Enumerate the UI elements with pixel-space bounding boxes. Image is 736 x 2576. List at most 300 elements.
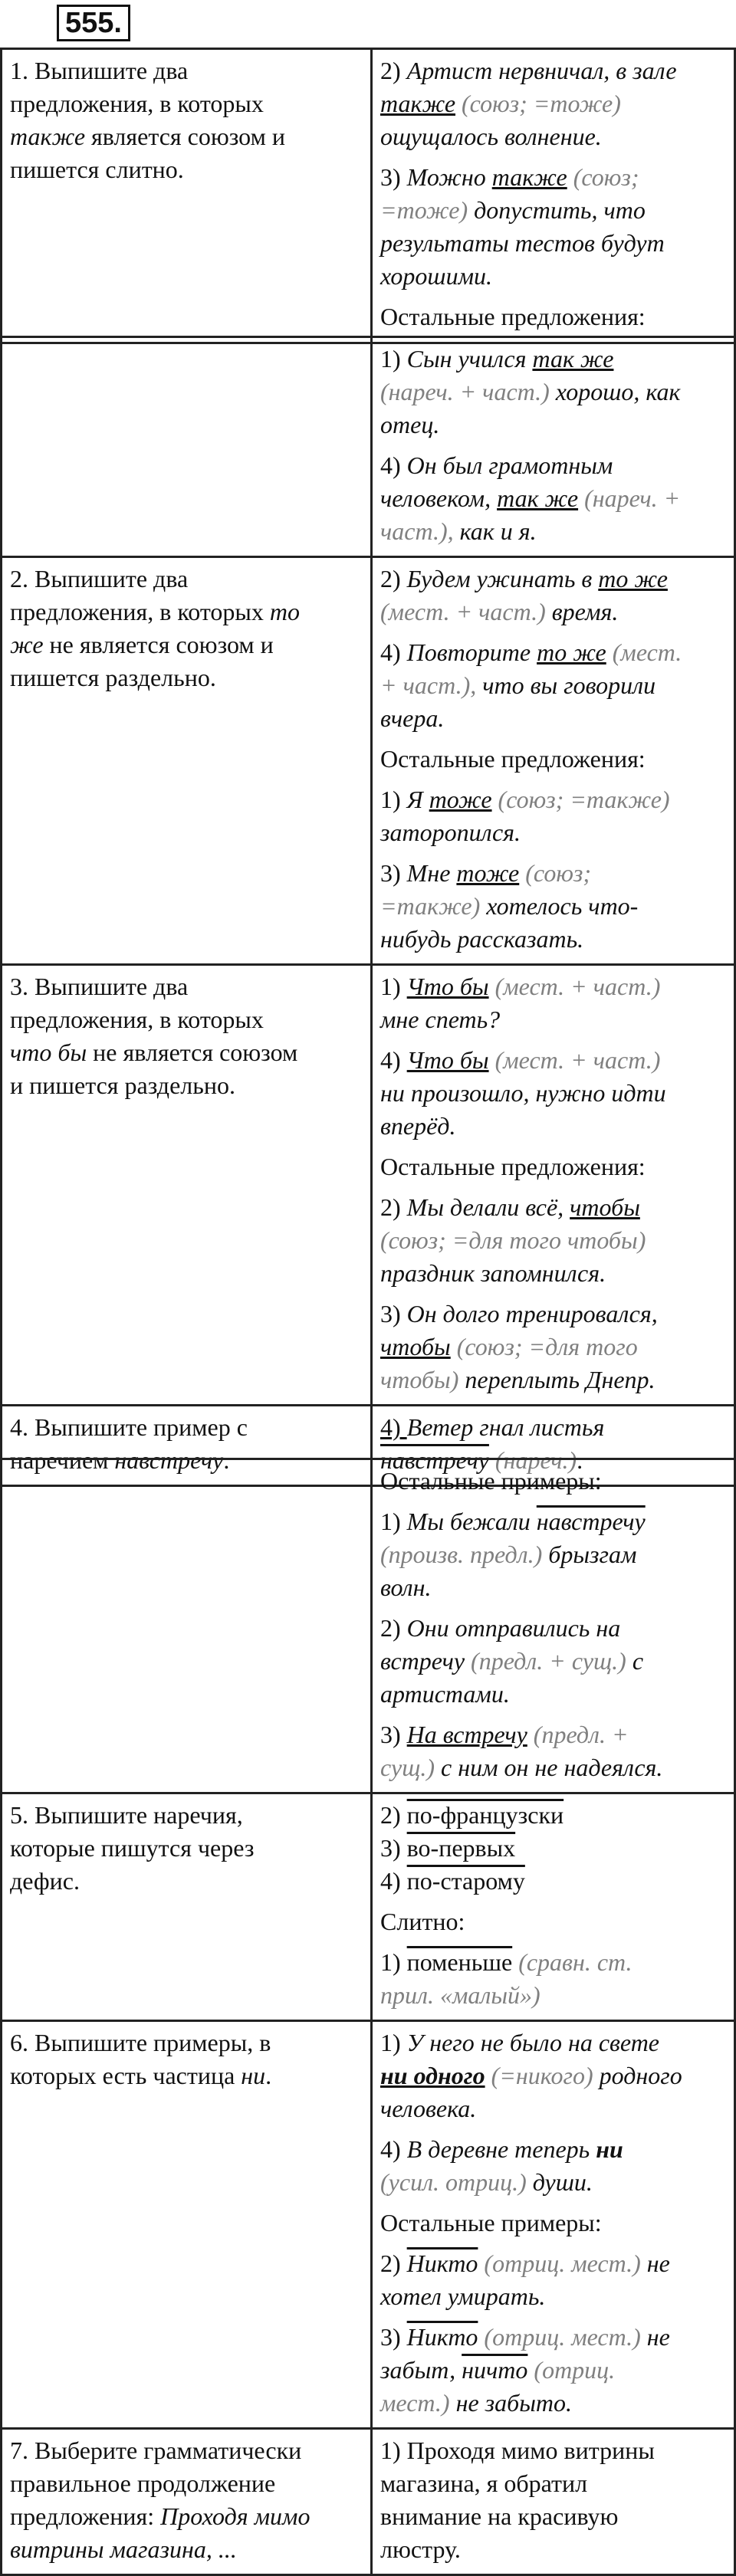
text-line — [380, 2059, 726, 2092]
task-cell-empty — [2, 1459, 372, 1793]
answer-item — [380, 2133, 726, 2199]
text-segment: волн. — [380, 1573, 432, 1601]
answer-item — [380, 857, 726, 956]
text-line — [380, 1645, 726, 1678]
answer-item — [380, 54, 726, 153]
text-segment: результаты тестов будут — [380, 229, 665, 257]
text-segment: Они отправились на — [406, 1614, 621, 1642]
text-segment: У него не было на свете — [406, 2029, 659, 2056]
underlined-word: то же — [598, 565, 668, 592]
text-segment: допустить, что — [474, 196, 646, 224]
answer-item — [380, 2247, 726, 2313]
text-line — [380, 1003, 726, 1036]
text-segment: . — [223, 1446, 230, 1474]
text-segment: вперёд. — [380, 1112, 456, 1140]
text-line — [380, 743, 726, 776]
text-line — [380, 636, 726, 669]
text-line — [380, 890, 726, 923]
text-segment: не является союзом и — [43, 631, 274, 658]
text-segment: Он долго тренировался, — [406, 1300, 658, 1327]
grammar-note: (мест. + част.) — [380, 598, 552, 625]
table-row — [2, 49, 735, 343]
text-line — [10, 970, 363, 1003]
underlined-word: то же — [537, 638, 606, 666]
text-segment: 1) — [380, 786, 407, 813]
text-segment: время. — [551, 598, 619, 625]
grammar-note: (союз; — [567, 163, 639, 191]
text-line — [380, 2026, 726, 2059]
answer-cell — [372, 2429, 735, 2575]
task-keyword: же — [10, 631, 44, 658]
text-segment: пишется раздельно. — [10, 664, 216, 691]
answer-item — [380, 1044, 726, 1143]
text-line — [380, 1224, 726, 1257]
text-segment: хотелось что- — [486, 892, 639, 920]
text-line — [380, 449, 726, 482]
text-line — [380, 515, 726, 548]
text-segment: вчера. — [380, 704, 445, 732]
text-segment: 3) — [380, 1721, 407, 1748]
text-line — [10, 2500, 363, 2533]
text-segment: Будем ужинать в — [406, 565, 599, 592]
text-segment: не забыто. — [455, 2389, 572, 2417]
text-segment: 1) — [380, 973, 407, 1000]
text-line — [380, 1718, 726, 1751]
grammar-note: част.), — [380, 517, 460, 545]
text-segment: которые пишутся через — [10, 1834, 255, 1862]
text-line — [380, 1110, 726, 1143]
answer-table-3 — [0, 1458, 736, 2576]
answer-table-2 — [0, 336, 736, 1487]
text-line — [10, 1799, 363, 1832]
text-segment: ощущалось волнение. — [380, 123, 602, 150]
grammar-note: (=никого) — [485, 2062, 600, 2089]
answer-cell — [372, 49, 735, 343]
text-segment: 2) — [380, 2249, 407, 2277]
answer-cell — [372, 1459, 735, 1793]
text-segment: правильное продолжение — [10, 2469, 276, 2497]
text-line — [10, 1036, 363, 1069]
grammar-note: сущ.) — [380, 1754, 441, 1781]
text-segment: Мне — [406, 859, 457, 887]
text-segment: брызгам — [548, 1541, 637, 1568]
grammar-note: (мест. — [606, 638, 682, 666]
task-keyword: также — [10, 123, 86, 150]
text-line — [380, 300, 726, 333]
text-segment: не является союзом — [87, 1039, 298, 1066]
text-line — [380, 1751, 726, 1784]
underlined-word: тоже — [429, 786, 492, 813]
text-segment: ни произошло, нужно идти — [380, 1079, 666, 1107]
text-segment: 3) — [380, 1300, 407, 1327]
text-segment: 2) — [380, 57, 407, 84]
text-segment: Слитно: — [380, 1908, 465, 1935]
answer-item — [380, 1505, 726, 1604]
text-line — [10, 628, 363, 661]
answer-item — [380, 783, 726, 849]
text-line — [10, 563, 363, 596]
text-segment: хорошими. — [380, 262, 492, 290]
text-line — [380, 2434, 726, 2467]
task-cell — [2, 965, 372, 1406]
text-segment: Мы делали всё, — [406, 1193, 570, 1221]
grammar-note: (нареч. + част.) — [380, 378, 556, 405]
answer-item — [380, 1946, 726, 2012]
table-row — [2, 337, 735, 557]
text-segment: отец. — [380, 411, 440, 438]
answer-item — [380, 1865, 726, 1898]
text-line — [380, 857, 726, 890]
text-line — [10, 1832, 363, 1865]
task-text: пишется слитно. — [10, 156, 184, 183]
text-line — [380, 1077, 726, 1110]
task-keyword: то — [269, 598, 300, 625]
underlined-word: Что бы — [406, 1046, 489, 1074]
text-segment: Остальные предложения: — [380, 745, 646, 773]
text-line — [380, 2500, 726, 2533]
text-segment: 3) — [380, 1834, 407, 1862]
grammar-note: (союз; =тоже) — [455, 90, 621, 117]
section-label — [380, 300, 726, 333]
text-line — [380, 1505, 726, 1538]
answer-item — [380, 1191, 726, 1290]
grammar-note: (предл. + сущ.) — [465, 1647, 632, 1675]
text-segment: что вы говорили — [482, 671, 656, 699]
text-segment: как и я. — [459, 517, 537, 545]
task-cell — [2, 2429, 372, 2575]
grammar-note: + част.), — [380, 671, 483, 699]
text-line — [10, 596, 363, 628]
text-segment: 4) — [380, 2135, 407, 2163]
text-line — [380, 1331, 726, 1363]
morpheme-marked-word: Никто — [406, 2249, 478, 2277]
text-line — [380, 1363, 726, 1396]
task-keyword: Проходя мимо — [160, 2502, 310, 2530]
morpheme-marked-word: во-первых — [406, 1834, 516, 1862]
text-segment: наречием — [10, 1446, 115, 1474]
grammar-note: (отриц. — [527, 2356, 616, 2384]
table-row — [2, 557, 735, 965]
text-line — [380, 482, 726, 515]
text-segment: 2) — [380, 1801, 407, 1829]
text-line — [380, 1538, 726, 1571]
section-label — [380, 1150, 726, 1183]
task-keyword: ни — [241, 2062, 266, 2089]
text-line — [380, 376, 726, 409]
text-segment: не — [646, 2249, 670, 2277]
text-segment: не — [646, 2323, 670, 2351]
text-line — [380, 1465, 726, 1498]
text-segment: люстру. — [380, 2535, 461, 2563]
text-segment: мне спеть? — [380, 1006, 501, 1033]
grammar-note: (отриц. мест.) — [478, 2323, 647, 2351]
text-line — [380, 669, 726, 702]
text-line — [380, 702, 726, 735]
text-segment: В деревне теперь — [406, 2135, 596, 2163]
answer-cell — [372, 557, 735, 965]
task-text: 1. Выпишите два — [10, 57, 189, 84]
text-line — [380, 1150, 726, 1183]
grammar-note: =тоже) — [380, 196, 475, 224]
underlined-word: На встречу — [406, 1721, 527, 1748]
text-line — [10, 153, 363, 186]
text-segment: человека. — [380, 2095, 477, 2122]
text-line — [10, 2434, 363, 2467]
text-line — [10, 1865, 363, 1898]
text-segment: 2) — [380, 1193, 407, 1221]
grammar-note: (мест. + част.) — [488, 973, 661, 1000]
text-line — [380, 2166, 726, 2199]
text-line — [380, 2354, 726, 2387]
text-segment: 2) — [380, 565, 407, 592]
text-segment: 1) — [380, 345, 407, 372]
text-line — [380, 816, 726, 849]
text-line — [380, 2533, 726, 2566]
text-segment: человеком, — [380, 484, 498, 512]
text-segment: Остальные предложения: — [380, 1153, 646, 1180]
text-segment: 4) — [380, 638, 407, 666]
grammar-note: чтобы) — [380, 1366, 465, 1393]
text-segment: 6. Выпишите примеры, в — [10, 2029, 271, 2056]
section-label — [380, 743, 726, 776]
morpheme-marked-word: по-старому — [406, 1867, 525, 1895]
grammar-note: (усил. отриц.) — [380, 2168, 533, 2196]
text-line — [10, 87, 363, 120]
text-segment: 3. Выпишите два — [10, 973, 189, 1000]
text-segment: предложения, в которых — [10, 598, 270, 625]
text-line — [380, 1946, 726, 1979]
text-line — [380, 2247, 726, 2280]
answer-item — [380, 2026, 726, 2125]
text-segment: Он был грамотным — [406, 451, 613, 479]
answer-item — [380, 1612, 726, 1711]
particle-word: ни — [596, 2135, 623, 2163]
text-segment: предложения, в которых — [10, 1006, 264, 1033]
text-segment: 1) — [380, 1508, 407, 1535]
text-segment: 4) — [380, 1046, 407, 1074]
text-line — [10, 661, 363, 694]
grammar-note: =также) — [380, 892, 487, 920]
text-segment: 3) — [380, 2323, 407, 2351]
text-segment: заторопился. — [380, 819, 521, 846]
underlined-word: также — [491, 163, 567, 191]
section-label — [380, 1905, 726, 1938]
grammar-note: (сравн. ст. — [512, 1948, 632, 1976]
answer-item — [380, 449, 726, 548]
text-line — [380, 2133, 726, 2166]
text-line — [10, 1069, 363, 1102]
answer-table-1 — [0, 48, 736, 344]
underlined-word: так же — [532, 345, 614, 372]
text-segment: с — [632, 1647, 644, 1675]
underlined-word: также — [380, 90, 456, 117]
underlined-word: Что бы — [406, 973, 489, 1000]
task-cell — [2, 557, 372, 965]
text-segment: 4. Выпишите пример с — [10, 1413, 248, 1441]
text-line — [380, 2280, 726, 2313]
task-keyword: навстречу — [114, 1446, 224, 1474]
text-segment: 5. Выпишите наречия, — [10, 1801, 243, 1829]
text-line — [380, 1678, 726, 1711]
text-line — [380, 1612, 726, 1645]
text-line — [380, 1191, 726, 1224]
text-line — [380, 1257, 726, 1290]
text-segment: 2) — [380, 1614, 407, 1642]
text-segment: и пишется раздельно. — [10, 1071, 235, 1099]
text-segment: 3) — [380, 163, 407, 191]
text-segment: Остальные примеры: — [380, 2209, 602, 2236]
answer-item — [380, 1799, 726, 1832]
answer-item — [380, 1832, 726, 1865]
task-keyword: витрины магазина, ... — [10, 2535, 237, 2563]
text-segment: которых есть частица — [10, 2062, 242, 2089]
task-text: является союзом и — [85, 123, 285, 150]
underlined-word: чтобы — [570, 1193, 640, 1221]
underlined-word: чтобы — [380, 1333, 451, 1360]
text-line — [380, 87, 726, 120]
text-segment: переплыть Днепр. — [465, 1366, 656, 1393]
morpheme-marked-word: по-французски — [406, 1801, 564, 1829]
answer-item — [380, 161, 726, 293]
grammar-note: прил. «малый») — [380, 1981, 540, 2009]
text-line — [10, 2467, 363, 2500]
grammar-note: (союз; =для того — [450, 1333, 638, 1360]
grammar-note: (мест. + част.) — [488, 1046, 661, 1074]
text-line — [380, 54, 726, 87]
text-segment: Повторите — [406, 638, 537, 666]
text-segment: 2. Выпишите два — [10, 565, 189, 592]
grammar-note: (нареч. + — [578, 484, 681, 512]
answer-item — [380, 970, 726, 1036]
text-segment: 1) — [380, 1948, 407, 1976]
text-line — [380, 1979, 726, 2012]
text-segment: Сын учился — [406, 345, 533, 372]
text-segment: . — [577, 1446, 583, 1474]
text-segment: Я — [406, 786, 429, 813]
text-line — [10, 2059, 363, 2092]
grammar-note: (произв. предл.) — [380, 1541, 549, 1568]
text-segment: 3) — [380, 859, 407, 887]
text-line — [380, 923, 726, 956]
table-row — [2, 1793, 735, 2021]
task-cell-empty — [2, 337, 372, 557]
text-line — [380, 596, 726, 628]
text-segment: встречу — [380, 1647, 465, 1675]
text-line — [380, 120, 726, 153]
text-line — [380, 1571, 726, 1604]
text-segment: Мы бежали — [406, 1508, 537, 1535]
text-line — [380, 194, 726, 227]
text-segment: нибудь рассказать. — [380, 925, 584, 953]
grammar-note: (союз; =для того чтобы) — [380, 1226, 646, 1254]
morpheme-marked-word: навстречу — [536, 1508, 646, 1535]
text-segment: хорошо, как — [555, 378, 681, 405]
text-segment: Остальные примеры: — [380, 1467, 602, 1495]
grammar-note: мест.) — [380, 2389, 456, 2417]
text-segment: хотел умирать. — [380, 2282, 546, 2310]
text-line — [380, 563, 726, 596]
text-segment: 4) — [380, 1413, 407, 1441]
particle-word: ни одного — [380, 2062, 485, 2089]
text-segment: родного — [599, 2062, 682, 2089]
morpheme-marked-word: поменьше — [406, 1948, 513, 1976]
table-row — [2, 965, 735, 1406]
task-text: предложения, в которых — [10, 90, 264, 117]
task-cell — [2, 1793, 372, 2021]
answer-cell — [372, 965, 735, 1406]
answer-item — [380, 2321, 726, 2420]
text-line — [380, 1298, 726, 1331]
text-line — [10, 2026, 363, 2059]
text-line — [10, 120, 363, 153]
underlined-word: так же — [497, 484, 579, 512]
answer-cell — [372, 337, 735, 557]
grammar-note: (нареч.) — [488, 1446, 577, 1474]
text-segment: 1) Проходя мимо витрины — [380, 2437, 655, 2464]
task-cell — [2, 2021, 372, 2429]
text-segment: с ним он не надеялся. — [441, 1754, 663, 1781]
answer-item — [380, 636, 726, 735]
text-segment: внимание на красивую — [380, 2502, 619, 2530]
grammar-note: (предл. + — [527, 1721, 629, 1748]
answer-item — [380, 343, 726, 441]
text-line — [380, 2467, 726, 2500]
text-line — [380, 260, 726, 293]
morpheme-marked-word: Никто — [406, 2323, 478, 2351]
answer-cell — [372, 1793, 735, 2021]
morpheme-marked-word: ничто — [462, 2356, 528, 2384]
text-line — [380, 1411, 726, 1444]
text-line — [380, 1044, 726, 1077]
text-line — [380, 409, 726, 441]
text-segment: . — [265, 2062, 272, 2089]
text-line — [380, 227, 726, 260]
text-line — [10, 2533, 363, 2566]
answer-cell — [372, 2021, 735, 2429]
text-line — [10, 54, 363, 87]
grammar-note: (отриц. мест.) — [478, 2249, 647, 2277]
text-line — [380, 343, 726, 376]
answer-item — [380, 1718, 726, 1784]
text-segment: Можно — [406, 163, 492, 191]
text-segment: Ветер гнал листья — [406, 1413, 605, 1441]
text-segment: 4) — [380, 1867, 407, 1895]
exercise-number: 555. — [57, 5, 130, 41]
table-row — [2, 2429, 735, 2575]
text-line — [380, 970, 726, 1003]
answer-item — [380, 563, 726, 628]
text-segment: Остальные предложения: — [380, 303, 646, 330]
morpheme-marked-word: навстречу — [380, 1446, 489, 1474]
text-segment: души. — [532, 2168, 593, 2196]
text-line — [380, 783, 726, 816]
text-segment: дефис. — [10, 1867, 80, 1895]
text-segment: праздник запомнился. — [380, 1259, 606, 1287]
table-row — [2, 2021, 735, 2429]
text-segment: 4) — [380, 451, 407, 479]
text-segment: предложения: — [10, 2502, 161, 2530]
text-line — [10, 1411, 363, 1444]
task-keyword: что бы — [10, 1039, 87, 1066]
section-label — [380, 2207, 726, 2240]
text-line — [10, 1003, 363, 1036]
text-segment: забыт, — [380, 2356, 462, 2384]
text-line — [380, 161, 726, 194]
text-line — [380, 2321, 726, 2354]
text-segment: 1) — [380, 2029, 407, 2056]
answer-item — [380, 1298, 726, 1396]
text-segment: артистами. — [380, 1680, 510, 1708]
